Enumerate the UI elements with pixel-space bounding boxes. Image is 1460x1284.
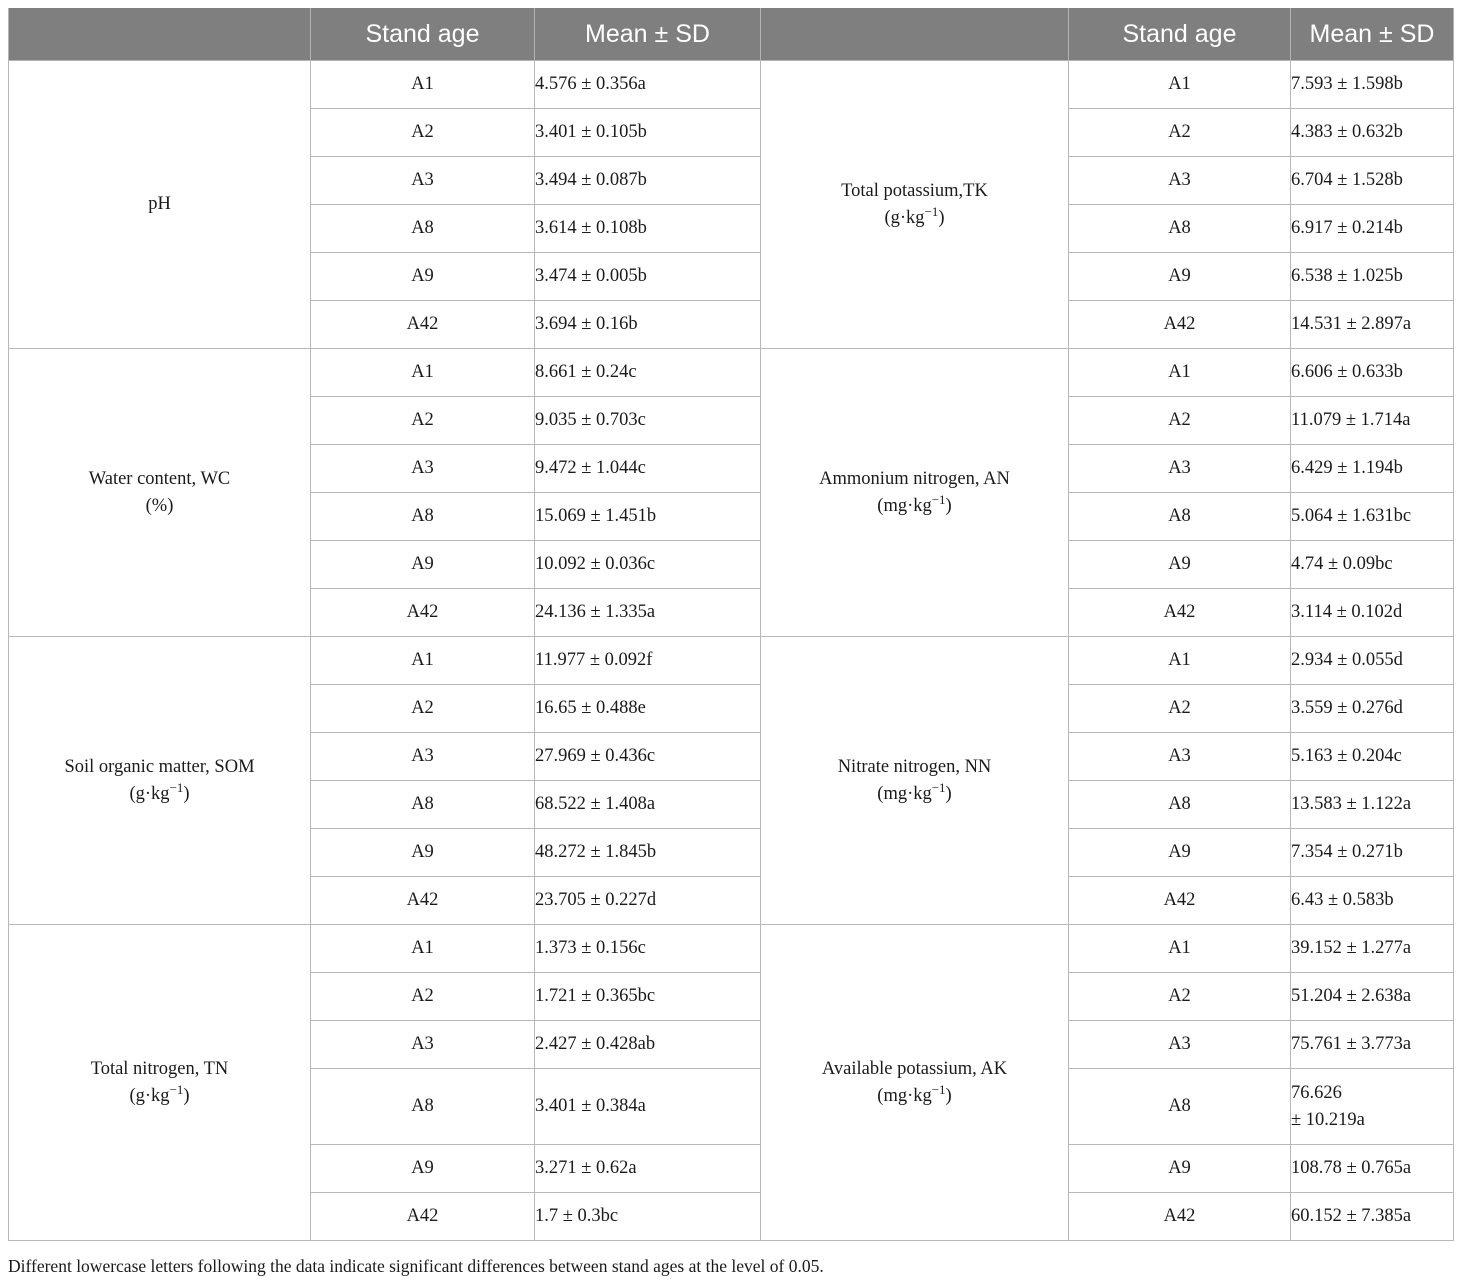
mean-sd-cell: 23.705 ± 0.227d xyxy=(535,877,761,925)
parameter-cell-left xyxy=(9,925,311,1241)
mean-sd-cell: 39.152 ± 1.277a xyxy=(1291,925,1454,973)
parameter-name: pH xyxy=(148,194,171,214)
stand-age-cell: A42 xyxy=(1069,877,1291,925)
mean-sd-cell: 24.136 ± 1.335a xyxy=(535,589,761,637)
mean-sd-cell: 48.272 ± 1.845b xyxy=(535,829,761,877)
parameter-unit: $(mg\cdot kg^{-1})$ xyxy=(877,1081,952,1106)
mean-sd-cell: 16.65 ± 0.488e xyxy=(535,685,761,733)
stand-age-cell: A42 xyxy=(1069,301,1291,349)
mean-sd-cell: 6.704 ± 1.528b xyxy=(1291,157,1454,205)
stand-age-cell: A9 xyxy=(311,253,535,301)
mean-sd-cell: 4.74 ± 0.09bc xyxy=(1291,541,1454,589)
table-row xyxy=(9,61,1454,109)
stand-age-cell: A8 xyxy=(311,205,535,253)
mean-sd-cell: 4.383 ± 0.632b xyxy=(1291,109,1454,157)
mean-sd-cell: 4.576 ± 0.356a xyxy=(535,61,761,109)
mean-sd-cell: 6.606 ± 0.633b xyxy=(1291,349,1454,397)
stand-age-cell: A3 xyxy=(1069,1021,1291,1069)
mean-sd-cell: 7.354 ± 0.271b xyxy=(1291,829,1454,877)
mean-sd-cell: 5.064 ± 1.631bc xyxy=(1291,493,1454,541)
stand-age-cell: A3 xyxy=(1069,733,1291,781)
header-blank-right xyxy=(761,8,1069,61)
stand-age-cell: A3 xyxy=(311,445,535,493)
table-row xyxy=(9,349,1454,397)
stand-age-cell: A8 xyxy=(311,493,535,541)
stand-age-cell: A1 xyxy=(1069,637,1291,685)
table-footnote: Different lowercase letters following the data indicate significant differences between stand ages at the level of 0.05. xyxy=(8,1256,824,1276)
mean-sd-cell: 108.78 ± 0.765a xyxy=(1291,1145,1454,1193)
mean-sd-cell: 6.917 ± 0.214b xyxy=(1291,205,1454,253)
stand-age-cell: A3 xyxy=(311,1021,535,1069)
parameter-cell-left xyxy=(9,637,311,925)
stand-age-cell: A42 xyxy=(311,1193,535,1241)
table-row xyxy=(9,637,1454,685)
mean-sd-cell: 1.373 ± 0.156c xyxy=(535,925,761,973)
stand-age-cell: A8 xyxy=(311,781,535,829)
table-row xyxy=(9,925,1454,973)
mean-sd-cell: 1.7 ± 0.3bc xyxy=(535,1193,761,1241)
stand-age-cell: A9 xyxy=(1069,541,1291,589)
stand-age-cell: A8 xyxy=(1069,781,1291,829)
parameter-cell-right xyxy=(761,637,1069,925)
mean-sd-cell: 6.429 ± 1.194b xyxy=(1291,445,1454,493)
mean-sd-cell: 3.401 ± 0.105b xyxy=(535,109,761,157)
mean-sd-cell: 11.977 ± 0.092f xyxy=(535,637,761,685)
stand-age-cell: A1 xyxy=(1069,349,1291,397)
stand-age-cell: A42 xyxy=(311,589,535,637)
stand-age-cell: A9 xyxy=(311,541,535,589)
parameter-unit: $(g\cdot kg^{-1})$ xyxy=(129,779,190,804)
soil-properties-table xyxy=(8,8,1454,1241)
stand-age-cell: A42 xyxy=(311,877,535,925)
parameter-name: Ammonium nitrogen, AN xyxy=(819,468,1010,489)
mean-sd-cell: 8.661 ± 0.24c xyxy=(535,349,761,397)
parameter-unit: (%) xyxy=(145,495,174,516)
mean-sd-cell: 3.474 ± 0.005b xyxy=(535,253,761,301)
stand-age-cell: A42 xyxy=(311,301,535,349)
parameter-cell-right xyxy=(761,925,1069,1241)
mean-sd-cell: 2.934 ± 0.055d xyxy=(1291,637,1454,685)
stand-age-cell: A2 xyxy=(1069,973,1291,1021)
mean-sd-cell: 9.472 ± 1.044c xyxy=(535,445,761,493)
stand-age-cell: A42 xyxy=(1069,1193,1291,1241)
mean-sd-cell: 1.721 ± 0.365bc xyxy=(535,973,761,1021)
stand-age-cell: A1 xyxy=(1069,925,1291,973)
mean-sd-cell: 3.559 ± 0.276d xyxy=(1291,685,1454,733)
stand-age-cell: A1 xyxy=(311,349,535,397)
parameter-name: Available potassium, AK xyxy=(821,1058,1008,1079)
mean-sd-cell: 3.271 ± 0.62a xyxy=(535,1145,761,1193)
parameter-unit: $(g\cdot kg^{-1})$ xyxy=(129,1081,190,1106)
mean-sd-cell: 3.694 ± 0.16b xyxy=(535,301,761,349)
mean-sd-cell: 9.035 ± 0.703c xyxy=(535,397,761,445)
stand-age-cell: A1 xyxy=(311,637,535,685)
parameter-unit: $(mg\cdot kg^{-1})$ xyxy=(877,491,952,516)
mean-sd-cell: 7.593 ± 1.598b xyxy=(1291,61,1454,109)
mean-sd-cell: 15.069 ± 1.451b xyxy=(535,493,761,541)
stand-age-cell: A2 xyxy=(311,973,535,1021)
stand-age-cell: A1 xyxy=(311,925,535,973)
stand-age-cell: A2 xyxy=(1069,685,1291,733)
mean-sd-cell: 11.079 ± 1.714a xyxy=(1291,397,1454,445)
header-stand-age-left: Stand age xyxy=(311,8,535,61)
stand-age-cell: A2 xyxy=(311,397,535,445)
stand-age-cell: A9 xyxy=(1069,829,1291,877)
parameter-name: Water content, WC xyxy=(88,468,231,489)
mean-sd-cell: 5.163 ± 0.204c xyxy=(1291,733,1454,781)
mean-sd-cell: 3.401 ± 0.384a xyxy=(535,1069,761,1145)
stand-age-cell: A9 xyxy=(311,1145,535,1193)
mean-sd-cell: 51.204 ± 2.638a xyxy=(1291,973,1454,1021)
parameter-name: Total nitrogen, TN xyxy=(90,1058,229,1079)
parameter-name: Nitrate nitrogen, NN xyxy=(837,756,992,777)
header-mean-sd-left: Mean ± SD xyxy=(535,8,761,61)
stand-age-cell: A8 xyxy=(1069,493,1291,541)
stand-age-cell: A8 xyxy=(311,1069,535,1145)
parameter-cell-right xyxy=(761,349,1069,637)
parameter-cell-left xyxy=(9,349,311,637)
parameter-name: Soil organic matter, SOM xyxy=(64,756,255,777)
mean-sd-cell: 2.427 ± 0.428ab xyxy=(535,1021,761,1069)
mean-sd-cell: 3.614 ± 0.108b xyxy=(535,205,761,253)
header-blank-left xyxy=(9,8,311,61)
stand-age-cell: A9 xyxy=(311,829,535,877)
mean-sd-cell: 3.114 ± 0.102d xyxy=(1291,589,1454,637)
mean-sd-cell: 14.531 ± 2.897a xyxy=(1291,301,1454,349)
mean-sd-cell: 76.626 ± 10.219a xyxy=(1291,1069,1454,1145)
stand-age-cell: A3 xyxy=(1069,445,1291,493)
parameter-unit: $(g\cdot kg^{-1})$ xyxy=(884,203,945,228)
mean-sd-cell: 27.969 ± 0.436c xyxy=(535,733,761,781)
mean-sd-cell: 10.092 ± 0.036c xyxy=(535,541,761,589)
stand-age-cell: A2 xyxy=(1069,397,1291,445)
header-mean-sd-right: Mean ± SD xyxy=(1291,8,1454,61)
parameter-name: Total potassium,TK xyxy=(841,180,988,201)
data-table-container xyxy=(8,8,1453,1241)
mean-sd-cell: 68.522 ± 1.408a xyxy=(535,781,761,829)
mean-sd-cell: 75.761 ± 3.773a xyxy=(1291,1021,1454,1069)
stand-age-cell: A8 xyxy=(1069,205,1291,253)
mean-sd-cell: 6.538 ± 1.025b xyxy=(1291,253,1454,301)
stand-age-cell: A8 xyxy=(1069,1069,1291,1145)
header-row xyxy=(9,8,1454,61)
stand-age-cell: A3 xyxy=(311,733,535,781)
stand-age-cell: A9 xyxy=(1069,1145,1291,1193)
stand-age-cell: A3 xyxy=(1069,157,1291,205)
stand-age-cell: A1 xyxy=(311,61,535,109)
mean-sd-cell: 60.152 ± 7.385a xyxy=(1291,1193,1454,1241)
mean-sd-cell: 3.494 ± 0.087b xyxy=(535,157,761,205)
parameter-cell-right xyxy=(761,61,1069,349)
header-stand-age-right: Stand age xyxy=(1069,8,1291,61)
stand-age-cell: A2 xyxy=(311,109,535,157)
mean-sd-cell: 6.43 ± 0.583b xyxy=(1291,877,1454,925)
stand-age-cell: A1 xyxy=(1069,61,1291,109)
stand-age-cell: A2 xyxy=(311,685,535,733)
parameter-cell-left xyxy=(9,61,311,349)
stand-age-cell: A9 xyxy=(1069,253,1291,301)
stand-age-cell: A3 xyxy=(311,157,535,205)
stand-age-cell: A42 xyxy=(1069,589,1291,637)
parameter-unit: $(mg\cdot kg^{-1})$ xyxy=(877,779,952,804)
mean-sd-cell: 13.583 ± 1.122a xyxy=(1291,781,1454,829)
stand-age-cell: A2 xyxy=(1069,109,1291,157)
